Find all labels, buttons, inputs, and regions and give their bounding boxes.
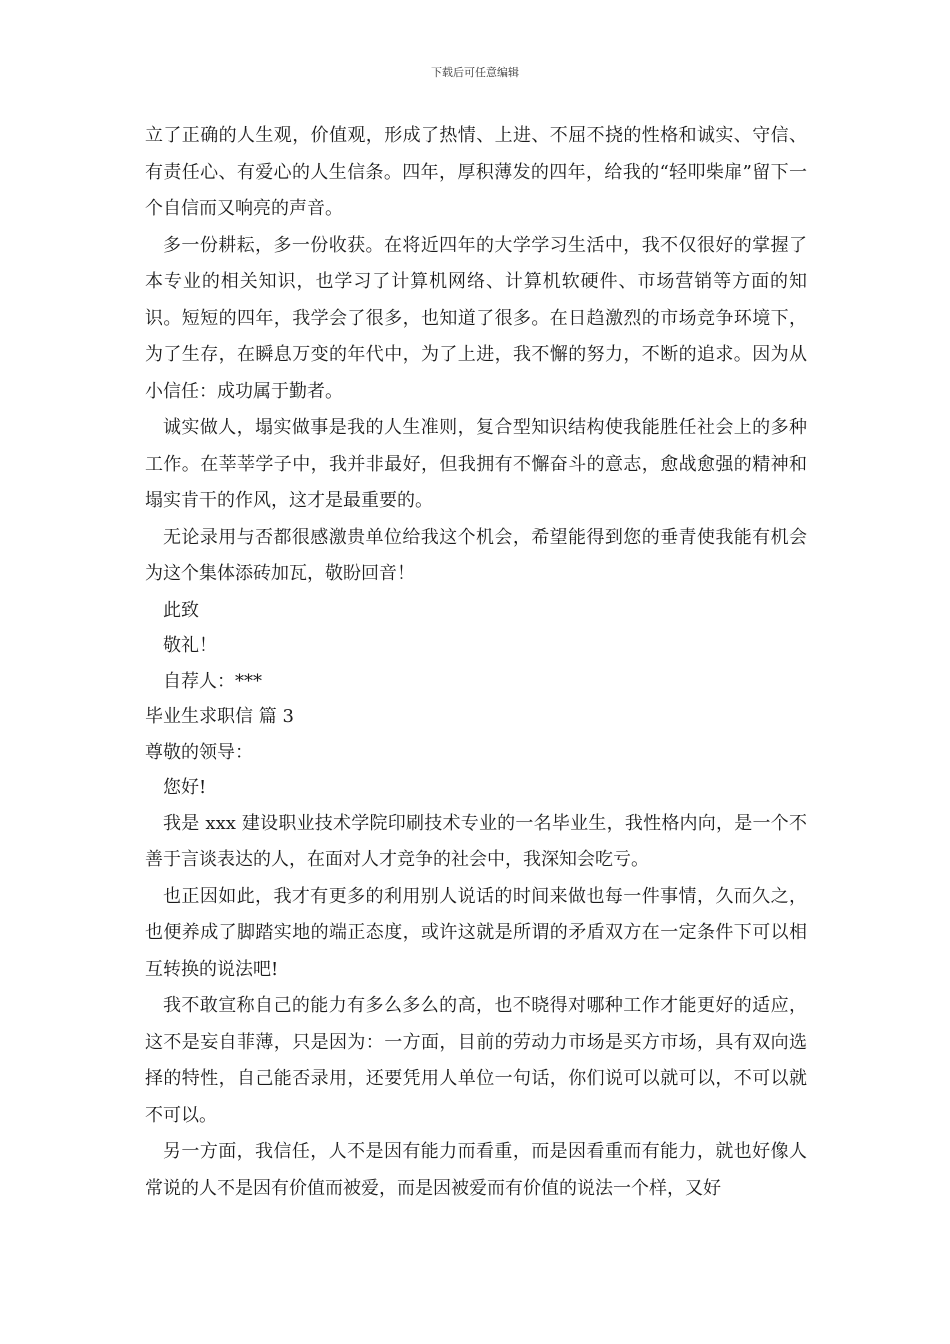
paragraph-4: 无论录用与否都很感激贵单位给我这个机会，希望能得到您的垂青使我能有机会为这个集体添砖加瓦，敬盼回音！: [145, 526, 807, 584]
paragraph-7: 我不敢宣称自己的能力有多么多么的高，也不晓得对哪种工作才能更好的适应，这不是妄自菲薄，只是因为：一方面，目前的劳动力市场是买方市场，具有双向选择的特性，自己能否录用，还要凭用人单位一句话，你们说可以就可以，不可以就不可以。: [145, 995, 807, 1126]
paragraph-8: 另一方面，我信任，人不是因有能力而看重，而是因看重而有能力，就也好像人常说的人不是因有价值而被爱，而是因被爱而有价值的说法一个样，又好: [145, 1141, 807, 1199]
closing-salutation: 此致: [163, 599, 199, 621]
greeting-hello: 您好!: [163, 777, 207, 798]
closing-regards: 敬礼！: [163, 635, 217, 656]
paragraph-5: 我是 xxx 建设职业技术学院印刷技术专业的一名毕业生，我性格内向，是一个不善于言谈表达的人，在面对人才竞争的社会中，我深知会吃亏。: [145, 812, 807, 870]
section-heading: 毕业生求职信 篇 3: [145, 706, 294, 727]
paragraph-6: 也正因如此，我才有更多的利用别人说话的时间来做也每一件事情，久而久之，也便养成了脚踏实地的端正态度，或许这就是所谓的矛盾双方在一定条件下可以相互转换的说法吧!: [145, 885, 807, 980]
paragraph-3: 诚实做人，塌实做事是我的人生准则，复合型知识结构使我能胜任社会上的多种工作。在莘莘学子中，我并非最好，但我拥有不懈奋斗的意志，愈战愈强的精神和塌实肯干的作风，这才是最重要的。: [145, 417, 807, 511]
paragraph-1: 立了正确的人生观，价值观，形成了热情、上进、不屈不挠的性格和诚实、守信、有责任心、有爱心的人生信条。四年，厚积薄发的四年，给我的“轻叩柴扉”留下一个自信而又响亮的声音。: [145, 125, 807, 219]
signature-line: 自荐人：***: [163, 670, 262, 692]
paragraph-2: 多一份耕耘，多一份收获。在将近四年的大学学习生活中，我不仅很好的掌握了本专业的相关知识，也学习了计算机网络、计算机软硬件、市场营销等方面的知识。短短的四年，我学会了很多，也知道了很多。在日趋激烈的市场竞争环境下，为了生存，在瞬息万变的年代中，为了上进，我不懈的努力，不断的追求。因为从小信任：成功属于勤者。: [145, 234, 807, 402]
greeting: 尊敬的领导：: [145, 741, 253, 763]
document-body: [145, 118, 807, 1207]
page-header: 下载后可任意编辑: [431, 66, 519, 79]
